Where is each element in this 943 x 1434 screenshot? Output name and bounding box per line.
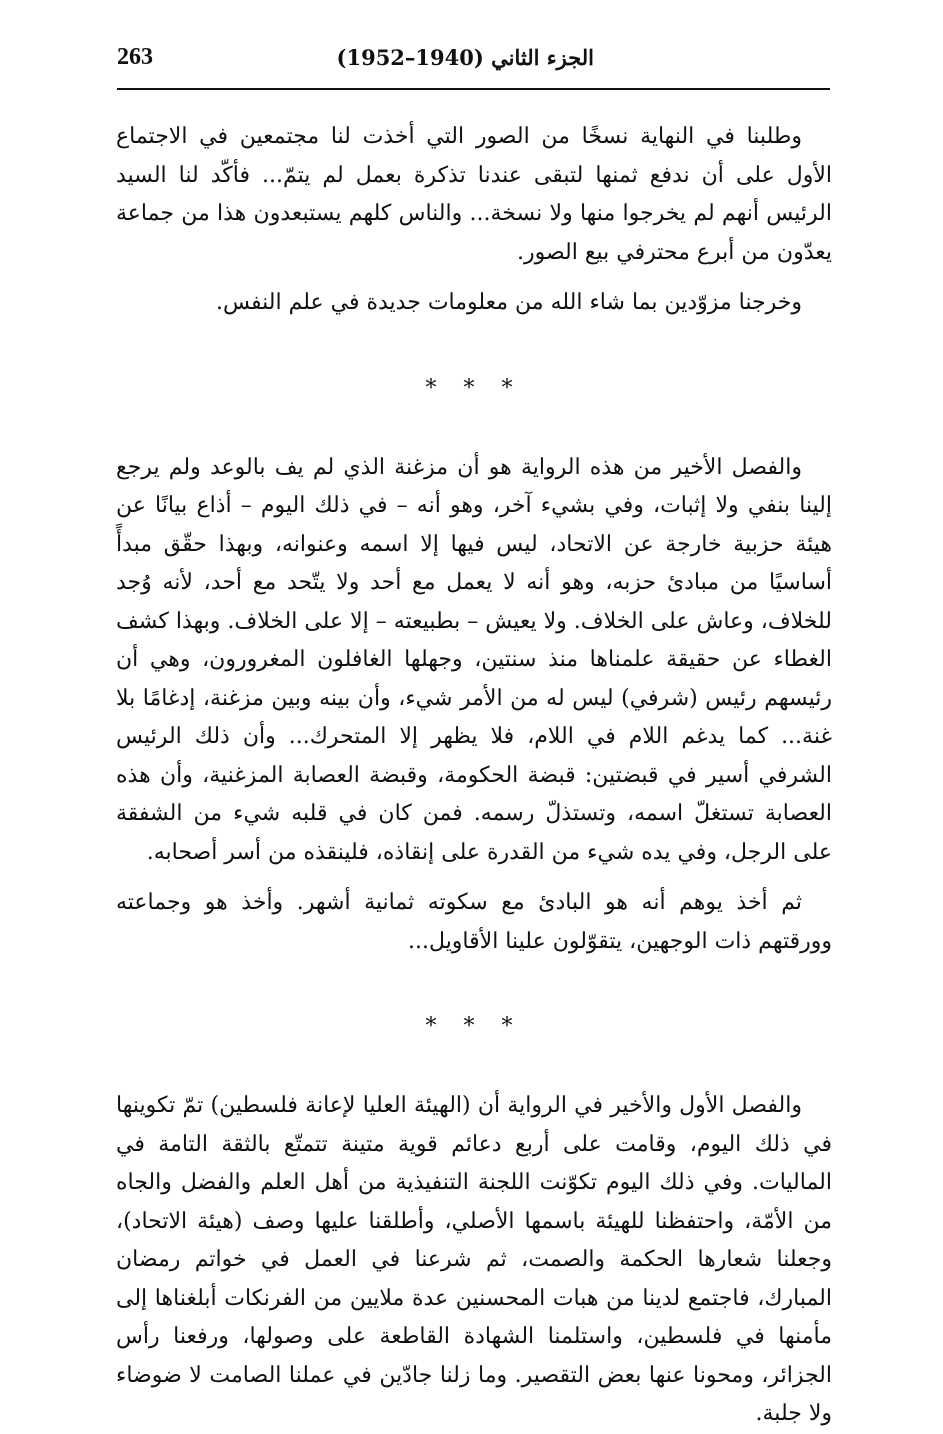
page-body bbox=[116, 118, 832, 1434]
section-separator: * * * bbox=[425, 375, 523, 401]
page-number: 263 bbox=[117, 44, 153, 70]
paragraph: وخرجنا مزوّدين بما شاء الله من معلومات جديدة في علم النفس. bbox=[215, 290, 802, 315]
section-separator: * * * bbox=[425, 1014, 523, 1039]
paragraph: ثم أخذ يوهم أنه هو البادئ مع سكوته ثمانية أشهر. وأخذ هو وجماعته وورقتهم ذات الوجهين، يتقوّلون علينا الأقاويل... bbox=[116, 890, 832, 954]
running-title: الجزء الثاني (1940–1952) bbox=[336, 45, 594, 70]
page-header bbox=[117, 42, 830, 90]
paragraph: وطلبنا في النهاية نسخًا من الصور التي أخذت لنا مجتمعين في الاجتماع الأول على أن ندفع ثمنها لتبقى عندنا تذكرة بعمل لم يتمّ... فأكّد لنا السيد الرئيس أنهم لم يخرجوا منها ولا نسخة... والناس كلهم يستبعدون هذا من جماعة يعدّون من أبرع محترفي بيع الصور. bbox=[116, 124, 832, 265]
paragraph: والفصل الأول والأخير في الرواية أن (الهيئة العليا لإعانة فلسطين) تمّ تكوينها في ذلك اليوم، وقامت على أربع دعائم قوية متينة تتمتّع بالثقة التامة في الماليات. وفي ذلك اليوم تكوّنت اللجنة التنفيذية من أهل العلم والفضل والجاه من الأمّة، واحتفظنا للهيئة باسمها الأصلي، وأطلقنا عليها وصف (هيئة الاتحاد)، وجعلنا شعارها الحكمة والصمت، ثم شرعنا في العمل في خواتم رمضان المبارك، فاجتمع لدينا من هبات المحسنين عدة ملايين من الفرنكات أبلغناها إلى مأمنها في فلسطين، واستلمنا الشهادة القاطعة على وصولها، ورفعنا رأس الجزائر، ومحونا عنها بعض التقصير. وما زلنا جادّين في عملنا الصامت لا ضوضاء ولا جلبة. bbox=[116, 1093, 832, 1426]
paragraph: والفصل الأخير من هذه الرواية هو أن مزغنة الذي لم يف بالوعد ولم يرجع إلينا بنفي ولا إثبات، وفي بشيء آخر، وهو أنه – في ذلك اليوم – أذاع بيانًا عن هيئة حزبية خارجة عن الاتحاد، ليس فيها إلا اسمه وعنوانه، وبهذا حقّق مبدأً أساسيًا من مبادئ حزبه، وهو أنه لا يعمل مع أحد ولا يتّحد مع أحد، لأنه وُجد للخلاف، وعاش على الخلاف. ولا يعيش – بطبيعته – إلا على الخلاف. وبهذا كشف الغطاء عن حقيقة علمناها منذ سنتين، وجهلها الغافلون المغرورون، وهي أن رئيسهم رئيس (شرفي) ليس له من الأمر شيء، وأن بينه وبين مزغنة، إدغامًا بلا غنة... كما يدغم اللام في اللام، فلا يظهر إلا المتحرك... وأن ذلك الرئيس الشرفي أسير في قبضتين: قبضة الحكومة، وقبضة العصابة المزغنية، وأن هذه العصابة تستغلّ اسمه، وتستذلّ رسمه. فمن كان في قلبه شيء من الشفقة على الرجل، وفي يده شيء من القدرة على إنقاذه، فلينقذه من أسر أصحابه. bbox=[116, 454, 833, 865]
